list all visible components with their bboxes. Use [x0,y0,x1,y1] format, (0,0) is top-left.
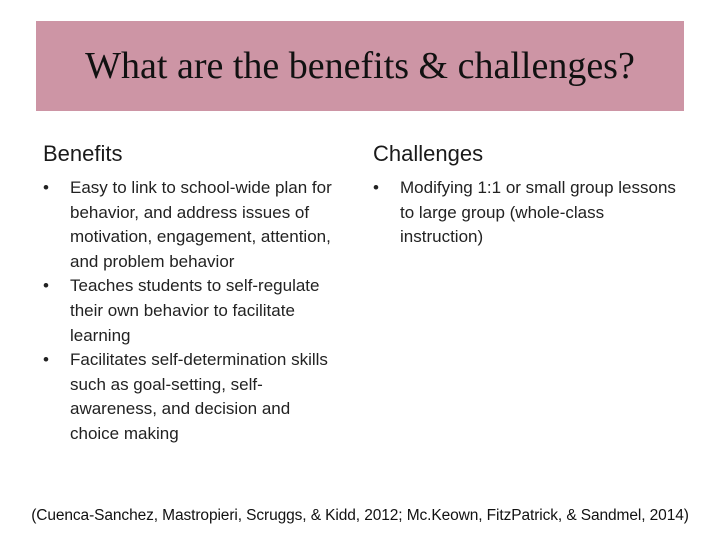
list-item [43,176,343,274]
benefit-text: Facilitates self-determination skills such as goal-setting, self-awareness, and decision and choice making [70,350,328,443]
challenge-text: Modifying 1:1 or small group lessons to large group (whole-class instruction) [400,178,676,247]
bullet-icon: • [43,350,49,370]
slide-title: What are the benefits & challenges? [85,45,635,87]
bullet-icon: • [43,276,49,296]
list-item [43,274,343,348]
benefit-text: Teaches students to self-regulate their own behavior to facilitate learning [70,276,320,345]
challenges-list [373,176,683,250]
list-item [43,348,343,446]
benefits-heading: Benefits [43,141,123,166]
benefit-text: Easy to link to school-wide plan for behavior, and address issues of motivation, engagement, attention, and problem behavior [70,178,332,271]
bullet-icon: • [373,178,379,197]
benefits-list [43,176,343,447]
challenges-column [373,140,683,250]
title-banner [36,21,684,111]
bullet-icon: • [43,178,49,197]
list-item [373,176,683,250]
benefits-column [43,140,343,447]
challenges-heading: Challenges [373,141,484,166]
citation-text: (Cuenca-Sanchez, Mastropieri, Scruggs, & Kidd, 2012; Mc.Keown, FitzPatrick, & Sandmel, 2014) [31,507,689,524]
